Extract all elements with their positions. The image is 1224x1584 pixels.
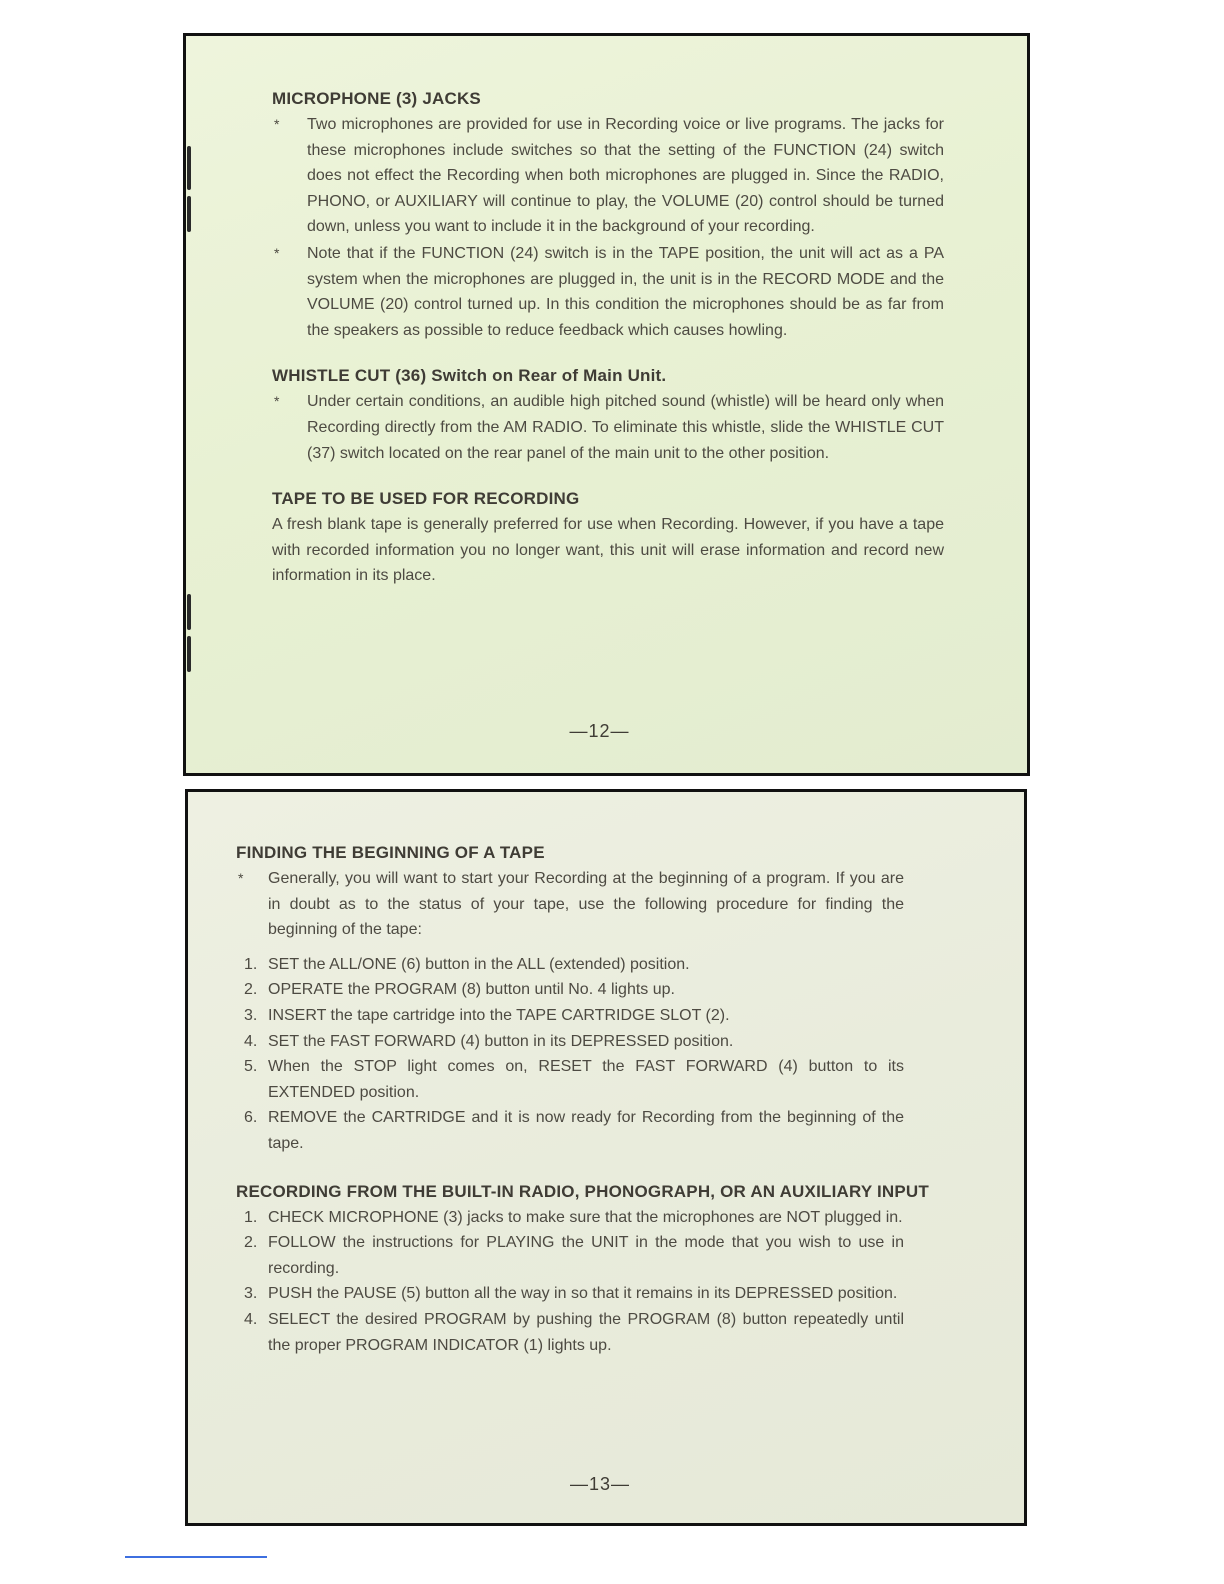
bullet-item (272, 241, 944, 343)
microphone-jacks-section (272, 87, 944, 343)
asterisk-bullet-icon: * (238, 870, 244, 886)
recording-input-section (236, 1180, 996, 1359)
page-number: —12— (569, 721, 630, 741)
list-item (236, 1105, 904, 1156)
page-13-content (236, 841, 996, 1381)
asterisk-bullet-icon: * (274, 116, 280, 132)
manual-page-12 (183, 33, 1030, 776)
step-number: 1. (244, 1208, 258, 1226)
list-item (236, 1054, 904, 1105)
step-number: 4. (244, 1310, 258, 1328)
binding-mark (187, 146, 191, 190)
list-item (236, 1230, 904, 1281)
bullet-item (236, 866, 904, 943)
page-number: —13— (569, 1474, 631, 1494)
step-text: SELECT the desired PROGRAM by pushing the PROGRAM (8) button repeatedly until the proper PROGRAM INDICATOR (1) lights up. (268, 1310, 904, 1354)
list-item (236, 1307, 904, 1358)
list-item (236, 952, 904, 978)
page-12-content (272, 87, 944, 610)
section-heading: TAPE TO BE USED FOR RECORDING (272, 489, 580, 509)
whistle-cut-section (272, 364, 944, 466)
binding-mark (187, 196, 191, 232)
step-number: 6. (244, 1109, 258, 1127)
section-heading: RECORDING FROM THE BUILT-IN RADIO, PHONOGRAPH, OR AN AUXILIARY INPUT (236, 1181, 929, 1201)
manual-page-13 (185, 789, 1027, 1526)
step-number: 4. (244, 1032, 258, 1050)
bullet-item (272, 112, 944, 240)
section-heading: FINDING THE BEGINNING OF A TAPE (236, 843, 545, 862)
footer-link-underline[interactable] (125, 1556, 267, 1558)
numbered-steps-list (236, 1205, 904, 1359)
bullet-item (272, 389, 944, 466)
step-text: REMOVE the CARTRIDGE and it is now ready for Recording from the beginning of the tape. (268, 1109, 904, 1152)
list-item (236, 1281, 904, 1307)
finding-beginning-section (236, 841, 996, 1157)
step-number: 3. (244, 1006, 258, 1024)
binding-mark (187, 594, 191, 630)
step-number: 2. (244, 1234, 258, 1252)
step-text: PUSH the PAUSE (5) button all the way in so that it remains in its DEPRESSED position. (268, 1285, 898, 1303)
step-text: FOLLOW the instructions for PLAYING the UNIT in the mode that you wish to use in recording. (268, 1234, 904, 1277)
bullet-text: Generally, you will want to start your Recording at the beginning of a program. If you are in doubt as to the status of your tape, use the following procedure for finding the beginning of the tape: (268, 870, 904, 939)
asterisk-bullet-icon: * (274, 244, 280, 261)
step-number: 3. (244, 1285, 258, 1303)
step-text: SET the ALL/ONE (6) button in the ALL (extended) position. (268, 955, 690, 973)
bullet-text: Two microphones are provided for use in Recording voice or live programs. The jacks for these microphones include switches so that the setting of the FUNCTION (24) switch does not effect the Recording when both microphones are plugged in. Since the RADIO, PHONO, or AUXILIARY will continue to play, the VOLUME (20) control should be turned down, unless you want to include it in the background of your recording. (307, 116, 944, 236)
step-text: OPERATE the PROGRAM (8) button until No. 4 lights up. (268, 981, 675, 999)
step-number: 5. (244, 1058, 258, 1076)
step-text: CHECK MICROPHONE (3) jacks to make sure that the microphones are NOT plugged in. (268, 1208, 903, 1226)
tape-for-recording-section (272, 487, 944, 589)
step-text: When the STOP light comes on, RESET the FAST FORWARD (4) button to its EXTENDED position. (268, 1058, 904, 1101)
bullet-text: Under certain conditions, an audible high pitched sound (whistle) will be heard only when Recording directly from the AM RADIO. To eliminate this whistle, slide the WHISTLE CUT (37) switch located on the rear panel of the main unit to the other position. (307, 393, 944, 462)
list-item (236, 977, 904, 1003)
asterisk-bullet-icon: * (274, 393, 280, 410)
section-heading: WHISTLE CUT (36) Switch on Rear of Main Unit. (272, 366, 667, 386)
list-item (236, 1003, 904, 1029)
bullet-text: Note that if the FUNCTION (24) switch is in the TAPE position, the unit will act as a PA system when the microphones are plugged in, the unit is in the RECORD MODE and the VOLUME (20) control turned up. In this condition the microphones should be as far from the speakers as possible to reduce feedback which causes howling. (307, 244, 944, 339)
step-number: 2. (244, 981, 258, 999)
list-item (236, 1205, 904, 1231)
list-item (236, 1029, 904, 1055)
step-number: 1. (244, 955, 258, 973)
step-text: INSERT the tape cartridge into the TAPE CARTRIDGE SLOT (2). (268, 1006, 730, 1024)
numbered-steps-list (236, 952, 904, 1157)
paragraph: A fresh blank tape is generally preferred for use when Recording. However, if you have a tape with recorded information you no longer want, this unit will erase information and record new information in its place. (272, 516, 944, 585)
step-text: SET the FAST FORWARD (4) button in its DEPRESSED position. (268, 1032, 734, 1050)
binding-mark (187, 636, 191, 672)
section-heading: MICROPHONE (3) JACKS (272, 89, 481, 108)
